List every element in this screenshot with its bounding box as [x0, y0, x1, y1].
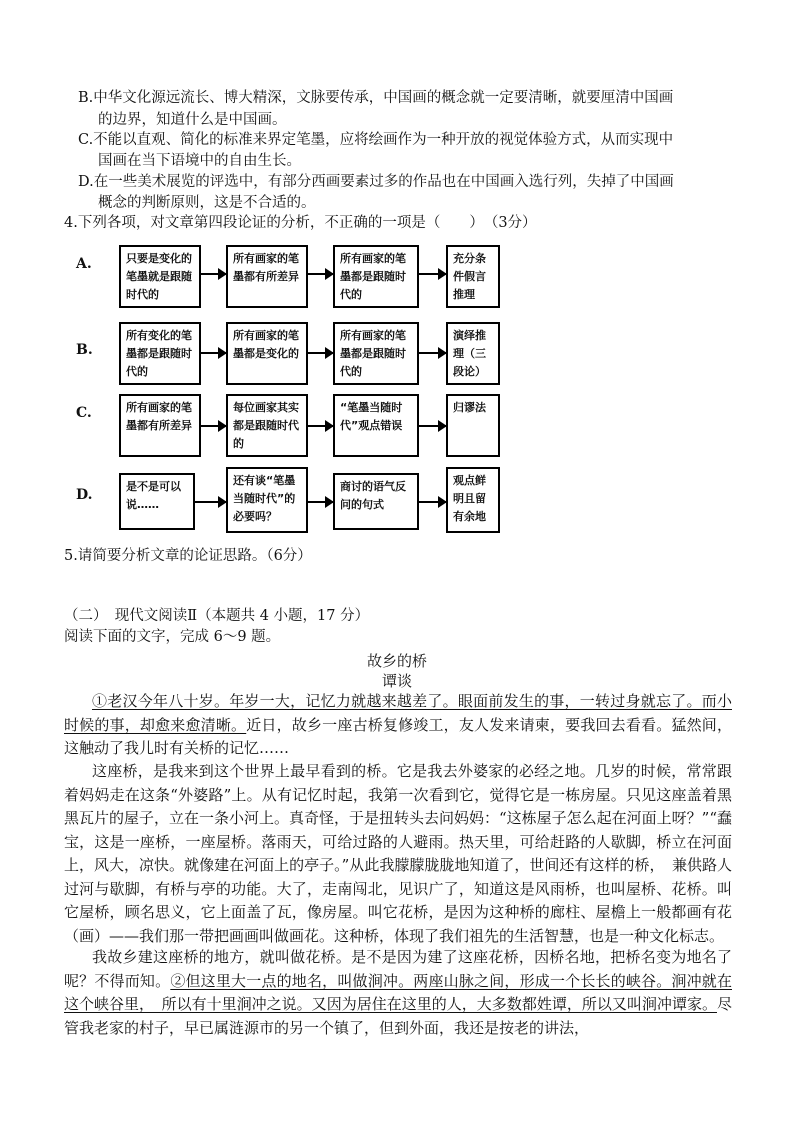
row-a-arrow-2 [308, 273, 333, 275]
article-title: 故乡的桥 [366, 652, 427, 670]
row-c-arrow-2 [308, 425, 333, 427]
row-d-arrow-2 [308, 501, 333, 503]
row-a-box-2: 所有画家的笔墨都有所差异 [226, 245, 308, 308]
paragraph-3-start: 我故乡建这座桥的地方，就叫做花桥。是不是因为建了这座花桥，因桥名地，把桥名变为地名了呢？不得而知。 [64, 948, 732, 990]
section-heading: （二） 现代文阅读Ⅱ（本题共 4 小题，17 分） [64, 608, 370, 624]
article-author: 谭谈 [381, 672, 412, 690]
row-b-box-1: 所有变化的笔墨都是跟随时代的 [119, 322, 201, 385]
row-a-box-3: 所有画家的笔墨都是跟随时代的 [333, 245, 419, 308]
row-a-arrow-3 [419, 273, 446, 275]
row-b-arrow-2 [308, 352, 333, 354]
row-c-label: C. [76, 405, 92, 421]
row-b-box-3: 所有画家的笔墨都是跟随时代的 [333, 322, 419, 385]
row-a-box-4: 充分条件假言推理 [446, 245, 500, 308]
row-b-arrow-1 [201, 352, 226, 354]
row-d-arrow-1 [195, 501, 226, 503]
paragraph-3-rest: 尽管我老家的村子，早已属涟源市的另一个镇了，但到外面，我还是按老的讲法， [64, 995, 732, 1037]
question-5: 5.请简要分析文章的论证思路。（6分） [64, 548, 312, 564]
row-a-box-1: 只要是变化的笔墨就是跟随时代的 [119, 245, 201, 308]
row-a-label: A. [76, 256, 92, 272]
article-paragraph-2: 这座桥，是我来到这个世界上最早看到的桥。它是我去外婆家的必经之地。几岁的时候，常常跟着妈妈走在这条“外婆路”上。从有记忆时起，我第一次看到它，觉得它是一栋房屋。只见这座盖着黑黑瓦片的屋子，立在一条小河上。真奇怪，于是扭转头去问妈妈：“这栋屋子怎么起在河面上呀？”“蠢宝，这是一座桥，一座屋桥。落雨天，可给过路的人避雨。热天里，可给赶路的人歇脚，桥立在河面上，风大，凉快。就像建在河面上的亭子。”从此我朦朦胧胧地知道了，世间还有这样的桥， 兼供路人过河与歇脚，有桥与亭的功能。大了，走南闯北，见识广了，知道这是风雨桥，也叫屋桥、花桥。叫它屋桥，顾名思义，它上面盖了瓦，像房屋。叫它花桥，是因为这种桥的廊柱、屋檐上一般都画有花（画）——我们那一带把画画叫做画花。这种桥，体现了我们祖先的生活智慧，也是一种文化标志。 [64, 762, 733, 945]
option-d-line2: 概念的判断原则，这是不合适的。 [98, 195, 316, 211]
row-d-box-1: 是不是可以说…… [119, 473, 195, 530]
article-paragraph-3 [64, 946, 732, 1040]
row-b-box-2: 所有画家的笔墨都是变化的 [226, 322, 308, 385]
section-instruction: 阅读下面的文字，完成 6～9 题。 [64, 629, 281, 645]
row-c-box-1: 所有画家的笔墨都有所差异 [119, 394, 201, 457]
row-d-arrow-3 [419, 501, 446, 503]
row-b-label: B. [76, 342, 93, 358]
row-d-box-2: 还有谈“笔墨当随时代”的必要吗？ [226, 467, 308, 533]
row-c-box-4: 归谬法 [446, 394, 500, 457]
row-c-arrow-1 [201, 425, 226, 427]
article-paragraph-1 [64, 690, 732, 761]
option-c-line2: 国画在当下语境中的自由生长。 [98, 153, 301, 169]
row-b-box-4: 演绎推理（三段论） [446, 322, 500, 385]
underlined-sentence-2: ②但这里大一点的地名，叫做涧冲。两座山脉之间，形成一个长长的峡谷。涧冲就在这个峡谷里， 所以有十里涧冲之说。又因为居住在这里的人，大多数都姓谭，所以又叫涧冲谭家。 [64, 971, 732, 1013]
row-c-box-3: “笔墨当随时代”观点错误 [333, 394, 419, 457]
option-b-line1: B.中华文化源远流长、博大精深，文脉要传承，中国画的概念就一定要清晰，就要厘清中国画 [78, 90, 674, 106]
row-d-label: D. [76, 487, 93, 503]
row-d-box-4: 观点鲜明且留有余地 [446, 467, 500, 533]
option-d-line1: D.在一些美术展览的评选中，有部分西画要素过多的作品也在中国画入选行列，失掉了中国画 [78, 174, 674, 190]
row-b-arrow-3 [419, 352, 446, 354]
option-b-line2: 的边界，知道什么是中国画。 [98, 112, 287, 128]
row-d-box-3: 商讨的语气反问的句式 [333, 473, 419, 530]
row-c-box-2: 每位画家其实都是跟随时代的 [226, 394, 308, 457]
row-a-arrow-1 [201, 273, 226, 275]
question-4: 4.下列各项，对文章第四段论证的分析，不正确的一项是（ ） （3分） [64, 215, 537, 231]
paragraph-1-rest: 近日，故乡一座古桥复修竣工，友人发来请柬，要我回去看看。猛然间，这触动了我儿时有关桥的记忆…… [64, 715, 732, 757]
underlined-sentence-1: ①老汉今年八十岁。年岁一大，记忆力就越来越差了。眼面前发生的事，一转过身就忘了。而小时候的事，却愈来愈清晰。 [64, 692, 732, 734]
option-c-line1: C.不能以直观、简化的标准来界定笔墨，应将绘画作为一种开放的视觉体验方式，从而实现中 [78, 132, 674, 148]
row-c-arrow-3 [419, 425, 446, 427]
